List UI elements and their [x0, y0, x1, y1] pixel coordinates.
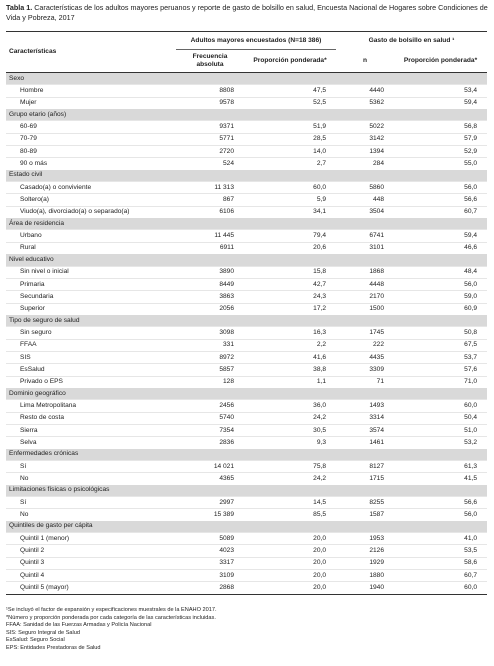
row-label: 80-89 — [6, 146, 176, 158]
section-label: Área de residencia — [6, 218, 176, 230]
cell-frequency: 9371 — [176, 121, 244, 133]
cell-proportion-2: 53,5 — [394, 545, 487, 557]
empty-cell — [336, 521, 394, 533]
cell-n: 2170 — [336, 291, 394, 303]
section-row — [6, 170, 487, 182]
cell-frequency: 3890 — [176, 266, 244, 278]
table-body — [6, 73, 487, 595]
section-row — [6, 73, 487, 85]
cell-n: 3504 — [336, 206, 394, 218]
table-caption — [6, 3, 488, 22]
empty-cell — [394, 315, 487, 327]
cell-frequency: 524 — [176, 158, 244, 170]
cell-frequency: 8449 — [176, 278, 244, 290]
footnote: EsSalud: Seguro Social — [6, 637, 65, 643]
cell-frequency: 2836 — [176, 437, 244, 449]
cell-proportion-2: 60,9 — [394, 303, 487, 315]
header-weighted-proportion-2: Proporción ponderada* — [403, 56, 478, 64]
table-row — [6, 230, 487, 242]
table-row — [6, 533, 487, 545]
cell-frequency: 11 313 — [176, 182, 244, 194]
table-row — [6, 121, 487, 133]
table-row — [6, 473, 487, 485]
table-row — [6, 437, 487, 449]
cell-n: 1880 — [336, 570, 394, 582]
cell-proportion-2: 53,7 — [394, 351, 487, 363]
cell-proportion-2: 53,2 — [394, 437, 487, 449]
cell-frequency: 5089 — [176, 533, 244, 545]
cell-proportion-2: 48,4 — [394, 266, 487, 278]
header-group-surveyed: Adultos mayores encuestados (N=18 386) — [176, 32, 336, 50]
cell-n: 5362 — [336, 97, 394, 109]
cell-n: 1929 — [336, 557, 394, 569]
cell-proportion: 42,7 — [244, 278, 336, 290]
footnote: SIS: Seguro Integral de Salud — [6, 629, 81, 636]
cell-proportion: 38,8 — [244, 364, 336, 376]
cell-n: 3142 — [336, 133, 394, 145]
row-label: Quintil 1 (menor) — [6, 533, 176, 545]
row-label: Sin seguro — [6, 327, 176, 339]
cell-proportion-2: 58,6 — [394, 557, 487, 569]
table-row — [6, 364, 487, 376]
cell-proportion: 60,0 — [244, 182, 336, 194]
section-row — [6, 218, 487, 230]
row-label: Sin nivel o inicial — [6, 266, 176, 278]
cell-frequency: 2056 — [176, 303, 244, 315]
cell-proportion: 24,2 — [244, 473, 336, 485]
empty-cell — [394, 73, 487, 85]
header-frequency: Frecuencia absoluta — [192, 53, 228, 68]
cell-proportion: 2,2 — [244, 339, 336, 351]
row-label: No — [6, 473, 176, 485]
cell-proportion: 20,0 — [244, 557, 336, 569]
cell-proportion-2: 61,3 — [394, 461, 487, 473]
cell-n: 2126 — [336, 545, 394, 557]
table-row — [6, 400, 487, 412]
cell-proportion-2: 55,0 — [394, 158, 487, 170]
cell-frequency: 14 021 — [176, 461, 244, 473]
row-label: Secundaria — [6, 291, 176, 303]
empty-cell — [176, 485, 244, 497]
cell-n: 4435 — [336, 351, 394, 363]
cell-proportion: 20,0 — [244, 533, 336, 545]
cell-n: 6741 — [336, 230, 394, 242]
row-label: 70-79 — [6, 133, 176, 145]
footnote: EPS: Entidades Prestadoras de Salud — [6, 644, 101, 651]
cell-proportion: 1,1 — [244, 376, 336, 388]
table-row — [6, 509, 487, 521]
cell-n: 1940 — [336, 582, 394, 594]
row-label: Lima Metropolitana — [6, 400, 176, 412]
table-row — [6, 570, 487, 582]
section-label: Nivel educativo — [6, 254, 176, 266]
cell-proportion-2: 56,6 — [394, 194, 487, 206]
cell-frequency: 15 389 — [176, 509, 244, 521]
row-label: Urbano — [6, 230, 176, 242]
empty-cell — [244, 218, 336, 230]
table-notes — [6, 607, 488, 652]
cell-proportion-2: 51,0 — [394, 424, 487, 436]
cell-proportion-2: 59,0 — [394, 291, 487, 303]
empty-cell — [176, 449, 244, 461]
cell-proportion-2: 71,0 — [394, 376, 487, 388]
cell-frequency: 5857 — [176, 364, 244, 376]
cell-proportion: 47,5 — [244, 85, 336, 97]
cell-proportion: 52,5 — [244, 97, 336, 109]
empty-cell — [176, 521, 244, 533]
header-n: n — [362, 56, 368, 64]
empty-cell — [244, 73, 336, 85]
cell-proportion: 2,7 — [244, 158, 336, 170]
cell-proportion-2: 59,4 — [394, 97, 487, 109]
cell-proportion: 85,5 — [244, 509, 336, 521]
empty-cell — [394, 521, 487, 533]
cell-n: 448 — [336, 194, 394, 206]
section-label: Enfermedades crónicas — [6, 449, 176, 461]
table-row — [6, 412, 487, 424]
table-row — [6, 266, 487, 278]
cell-proportion: 16,3 — [244, 327, 336, 339]
cell-frequency: 2997 — [176, 497, 244, 509]
empty-cell — [244, 254, 336, 266]
cell-proportion: 14,0 — [244, 146, 336, 158]
empty-cell — [336, 218, 394, 230]
row-label: Quintil 4 — [6, 570, 176, 582]
table-row — [6, 327, 487, 339]
cell-n: 1394 — [336, 146, 394, 158]
section-label: Quintiles de gasto per cápita — [6, 521, 176, 533]
cell-n: 4448 — [336, 278, 394, 290]
empty-cell — [176, 218, 244, 230]
row-label: Sí — [6, 497, 176, 509]
cell-proportion-2: 67,5 — [394, 339, 487, 351]
row-label: Mujer — [6, 97, 176, 109]
cell-proportion-2: 57,9 — [394, 133, 487, 145]
table-row — [6, 545, 487, 557]
table-row — [6, 351, 487, 363]
row-label: Selva — [6, 437, 176, 449]
cell-proportion: 30,5 — [244, 424, 336, 436]
section-label: Grupo etario (años) — [6, 109, 176, 121]
footnote: ¹Se incluyó el factor de expansión y especificaciones muestrales de la ENAHO 2017. — [6, 607, 217, 613]
row-label: Resto de costa — [6, 412, 176, 424]
cell-proportion-2: 59,4 — [394, 230, 487, 242]
empty-cell — [394, 485, 487, 497]
cell-frequency: 11 445 — [176, 230, 244, 242]
cell-proportion: 24,2 — [244, 412, 336, 424]
empty-cell — [176, 73, 244, 85]
row-label: SIS — [6, 351, 176, 363]
empty-cell — [336, 170, 394, 182]
empty-cell — [394, 449, 487, 461]
cell-n: 1587 — [336, 509, 394, 521]
section-row — [6, 485, 487, 497]
cell-frequency: 867 — [176, 194, 244, 206]
cell-proportion: 15,8 — [244, 266, 336, 278]
row-label: Sí — [6, 461, 176, 473]
empty-cell — [336, 73, 394, 85]
cell-n: 1461 — [336, 437, 394, 449]
cell-n: 1493 — [336, 400, 394, 412]
empty-cell — [394, 218, 487, 230]
table-row — [6, 582, 487, 594]
cell-proportion: 20,0 — [244, 545, 336, 557]
section-label: Dominio geográfico — [6, 388, 176, 400]
cell-proportion-2: 60,7 — [394, 570, 487, 582]
cell-n: 3314 — [336, 412, 394, 424]
cell-proportion: 17,2 — [244, 303, 336, 315]
cell-proportion-2: 56,0 — [394, 509, 487, 521]
section-row — [6, 254, 487, 266]
cell-frequency: 128 — [176, 376, 244, 388]
cell-frequency: 6911 — [176, 242, 244, 254]
cell-frequency: 9578 — [176, 97, 244, 109]
empty-cell — [244, 449, 336, 461]
cell-proportion-2: 56,0 — [394, 182, 487, 194]
section-row — [6, 109, 487, 121]
cell-proportion: 9,3 — [244, 437, 336, 449]
table-row — [6, 497, 487, 509]
cell-n: 71 — [336, 376, 394, 388]
table-row — [6, 291, 487, 303]
empty-cell — [336, 109, 394, 121]
empty-cell — [244, 388, 336, 400]
table-row — [6, 182, 487, 194]
table-row — [6, 303, 487, 315]
row-label: Quintil 2 — [6, 545, 176, 557]
cell-frequency: 3098 — [176, 327, 244, 339]
row-label: FFAA — [6, 339, 176, 351]
section-row — [6, 449, 487, 461]
characteristics-table — [6, 31, 487, 595]
header-group-out-of-pocket: Gasto de bolsillo en salud ¹ — [368, 36, 455, 44]
cell-proportion-2: 53,4 — [394, 85, 487, 97]
cell-n: 1500 — [336, 303, 394, 315]
empty-cell — [336, 388, 394, 400]
cell-proportion: 51,9 — [244, 121, 336, 133]
footnote: FFAA: Sanidad de las Fuerzas Armadas y Policía Nacional — [6, 622, 152, 628]
header-weighted-proportion: Proporción ponderada* — [253, 57, 327, 65]
empty-cell — [336, 449, 394, 461]
cell-proportion: 20,0 — [244, 582, 336, 594]
empty-cell — [394, 109, 487, 121]
cell-proportion-2: 50,8 — [394, 327, 487, 339]
cell-n: 3101 — [336, 242, 394, 254]
cell-frequency: 6106 — [176, 206, 244, 218]
row-label: Quintil 3 — [6, 557, 176, 569]
cell-proportion: 41,6 — [244, 351, 336, 363]
cell-frequency: 3863 — [176, 291, 244, 303]
section-label: Limitaciones físicas o psicológicas — [6, 485, 176, 497]
cell-n: 1745 — [336, 327, 394, 339]
empty-cell — [244, 109, 336, 121]
cell-frequency: 4365 — [176, 473, 244, 485]
cell-n: 222 — [336, 339, 394, 351]
section-row — [6, 521, 487, 533]
cell-proportion-2: 56,8 — [394, 121, 487, 133]
row-label: Hombre — [6, 85, 176, 97]
empty-cell — [176, 315, 244, 327]
caption-label: Tabla 1. — [6, 3, 33, 12]
empty-cell — [176, 109, 244, 121]
cell-n: 3574 — [336, 424, 394, 436]
header-characteristics: Características — [9, 48, 57, 56]
cell-proportion: 20,6 — [244, 242, 336, 254]
table-row — [6, 85, 487, 97]
table-row — [6, 339, 487, 351]
row-label: Rural — [6, 242, 176, 254]
table-row — [6, 97, 487, 109]
empty-cell — [244, 315, 336, 327]
empty-cell — [244, 485, 336, 497]
cell-proportion-2: 50,4 — [394, 412, 487, 424]
empty-cell — [244, 521, 336, 533]
table-row — [6, 158, 487, 170]
cell-proportion-2: 52,9 — [394, 146, 487, 158]
cell-n: 8127 — [336, 461, 394, 473]
section-label: Estado civil — [6, 170, 176, 182]
cell-frequency: 2720 — [176, 146, 244, 158]
cell-proportion: 14,5 — [244, 497, 336, 509]
footnote: *Número y proporción ponderada por cada categoría de las características incluidas. — [6, 614, 216, 621]
table-row — [6, 206, 487, 218]
section-label: Sexo — [6, 73, 176, 85]
empty-cell — [176, 254, 244, 266]
empty-cell — [394, 254, 487, 266]
cell-proportion: 20,0 — [244, 570, 336, 582]
cell-proportion-2: 57,6 — [394, 364, 487, 376]
empty-cell — [176, 170, 244, 182]
table-row — [6, 278, 487, 290]
table-row — [6, 194, 487, 206]
row-label: Quintil 5 (mayor) — [6, 582, 176, 594]
empty-cell — [336, 315, 394, 327]
cell-frequency: 5740 — [176, 412, 244, 424]
cell-proportion-2: 60,0 — [394, 400, 487, 412]
cell-n: 5860 — [336, 182, 394, 194]
cell-n: 4440 — [336, 85, 394, 97]
cell-frequency: 4023 — [176, 545, 244, 557]
cell-frequency: 2868 — [176, 582, 244, 594]
cell-proportion: 34,1 — [244, 206, 336, 218]
cell-frequency: 7354 — [176, 424, 244, 436]
cell-frequency: 2456 — [176, 400, 244, 412]
table-row — [6, 424, 487, 436]
cell-frequency: 3109 — [176, 570, 244, 582]
empty-cell — [336, 254, 394, 266]
row-label: EsSalud — [6, 364, 176, 376]
cell-proportion-2: 41,0 — [394, 533, 487, 545]
cell-proportion-2: 60,7 — [394, 206, 487, 218]
row-label: Privado o EPS — [6, 376, 176, 388]
row-label: Casado(a) o conviviente — [6, 182, 176, 194]
cell-n: 1953 — [336, 533, 394, 545]
cell-n: 8255 — [336, 497, 394, 509]
cell-proportion-2: 46,6 — [394, 242, 487, 254]
row-label: No — [6, 509, 176, 521]
caption-text: Características de los adultos mayores peruanos y reporte de gasto de bolsillo en salud, Encuesta Nacional de Hogares sobre Condiciones de Vida y Pobreza, 2017 — [6, 3, 488, 22]
cell-proportion-2: 56,0 — [394, 278, 487, 290]
empty-cell — [244, 170, 336, 182]
table-row — [6, 133, 487, 145]
section-label: Tipo de seguro de salud — [6, 315, 176, 327]
cell-proportion: 5,9 — [244, 194, 336, 206]
empty-cell — [394, 388, 487, 400]
cell-proportion: 36,0 — [244, 400, 336, 412]
cell-frequency: 3317 — [176, 557, 244, 569]
cell-proportion-2: 56,6 — [394, 497, 487, 509]
row-label: Superior — [6, 303, 176, 315]
cell-frequency: 8808 — [176, 85, 244, 97]
table-row — [6, 376, 487, 388]
cell-proportion: 75,8 — [244, 461, 336, 473]
table-row — [6, 461, 487, 473]
cell-proportion-2: 41,5 — [394, 473, 487, 485]
row-label: Sierra — [6, 424, 176, 436]
cell-frequency: 8972 — [176, 351, 244, 363]
cell-frequency: 5771 — [176, 133, 244, 145]
cell-n: 5022 — [336, 121, 394, 133]
section-row — [6, 315, 487, 327]
cell-proportion: 28,5 — [244, 133, 336, 145]
table-row — [6, 242, 487, 254]
cell-proportion: 24,3 — [244, 291, 336, 303]
row-label: 90 o más — [6, 158, 176, 170]
cell-proportion: 79,4 — [244, 230, 336, 242]
row-label: 60-69 — [6, 121, 176, 133]
cell-proportion-2: 60,0 — [394, 582, 487, 594]
section-row — [6, 388, 487, 400]
row-label: Viudo(a), divorciado(a) o separado(a) — [6, 206, 176, 218]
row-label: Soltero(a) — [6, 194, 176, 206]
table-row — [6, 146, 487, 158]
table-row — [6, 557, 487, 569]
cell-n: 1868 — [336, 266, 394, 278]
cell-n: 3309 — [336, 364, 394, 376]
empty-cell — [176, 388, 244, 400]
empty-cell — [394, 170, 487, 182]
empty-cell — [336, 485, 394, 497]
cell-n: 1715 — [336, 473, 394, 485]
cell-frequency: 331 — [176, 339, 244, 351]
cell-n: 284 — [336, 158, 394, 170]
row-label: Primaria — [6, 278, 176, 290]
